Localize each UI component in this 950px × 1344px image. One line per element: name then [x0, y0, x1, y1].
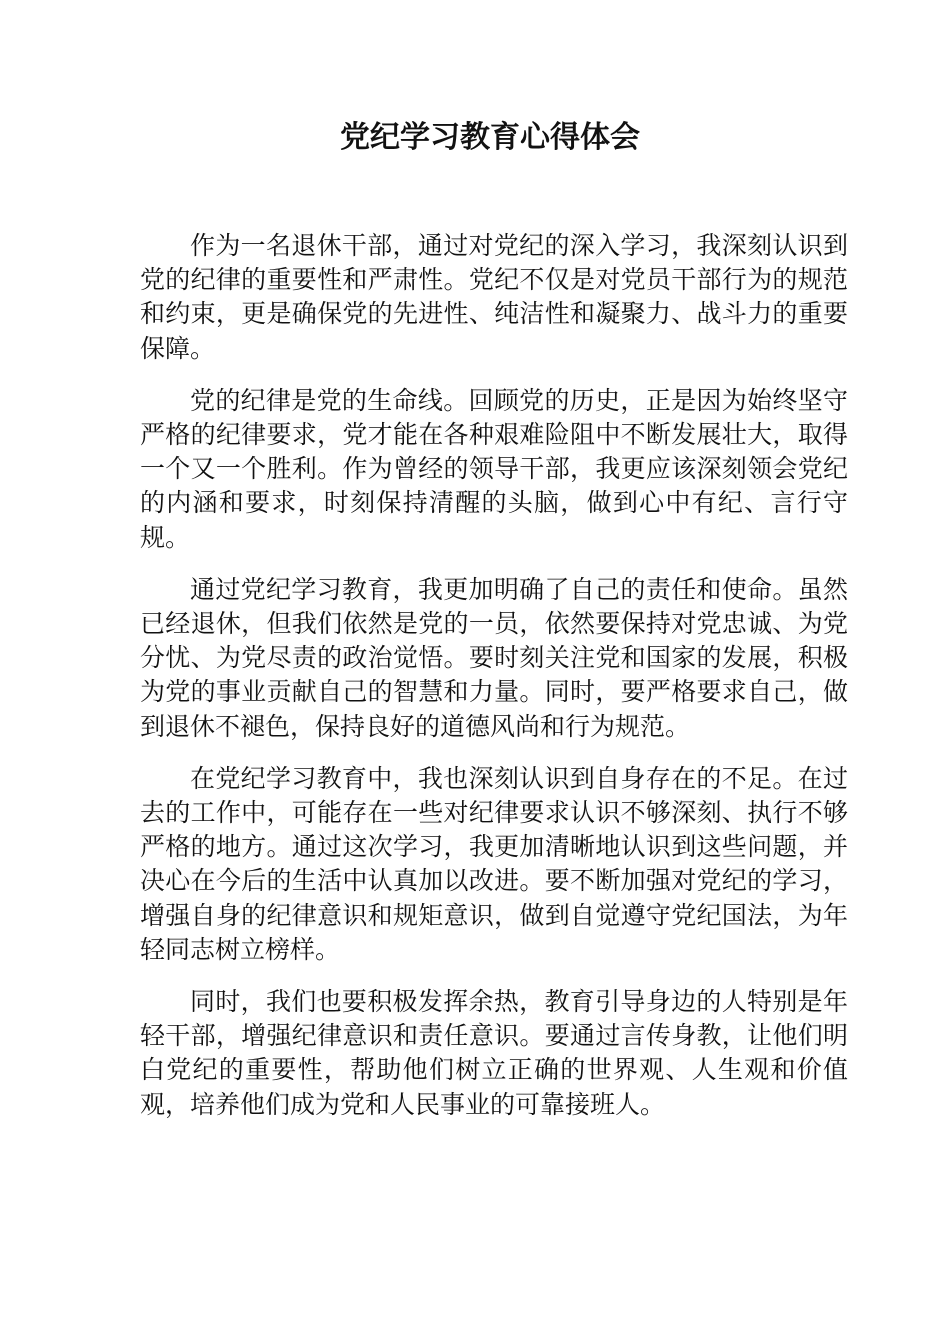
paragraph-1: 作为一名退休干部，通过对党纪的深入学习，我深刻认识到党的纪律的重要性和严肃性。党纪不仅是对党员干部行为的规范和约束，更是确保党的先进性、纯洁性和凝聚力、战斗力的重要保障。	[140, 231, 848, 363]
document-body	[140, 229, 848, 1140]
paragraph-2: 党的纪律是党的生命线。回顾党的历史，正是因为始终坚守严格的纪律要求，党才能在各种艰难险阻中不断发展壮大，取得一个又一个胜利。作为曾经的领导干部，我更应该深刻领会党纪的内涵和要求，时刻保持清醒的头脑，做到心中有纪、言行守规。	[140, 385, 848, 552]
document-title: 党纪学习教育心得体会	[340, 120, 640, 155]
paragraph-5: 同时，我们也要积极发挥余热，教育引导身边的人特别是年轻干部，增强纪律意识和责任意识。要通过言传身教，让他们明白党纪的重要性，帮助他们树立正确的世界观、人生观和价值观，培养他们成为党和人民事业的可靠接班人。	[140, 987, 848, 1119]
paragraph-4: 在党纪学习教育中，我也深刻认识到自身存在的不足。在过去的工作中，可能存在一些对纪律要求认识不够深刻、执行不够严格的地方。通过这次学习，我更加清晰地认识到这些问题，并决心在今后的生活中认真加以改进。要不断加强对党纪的学习，增强自身的纪律意识和规矩意识，做到自觉遵守党纪国法，为年轻同志树立榜样。	[140, 763, 848, 964]
paragraph-3: 通过党纪学习教育，我更加明确了自己的责任和使命。虽然已经退休，但我们依然是党的一员，依然要保持对党忠诚、为党分忧、为党尽责的政治觉悟。要时刻关注党和国家的发展，积极为党的事业贡献自己的智慧和力量。同时，要严格要求自己，做到退休不褪色，保持良好的道德风尚和行为规范。	[140, 574, 848, 741]
